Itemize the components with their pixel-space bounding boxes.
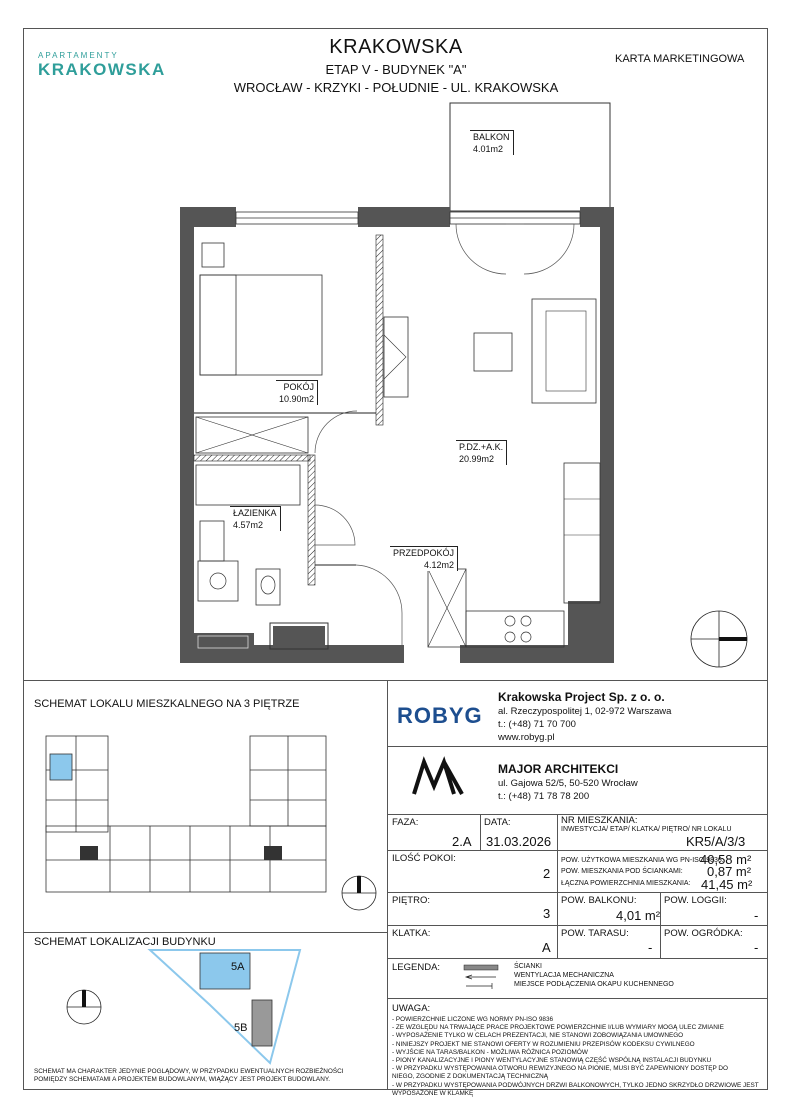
floor-plan (170, 95, 640, 675)
developer-name: Krakowska Project Sp. z o. o. (498, 690, 665, 704)
note-line: - POWIERZCHNIE LICZONE WG NORMY PN-ISO 9836 (392, 1016, 554, 1023)
note-line: - WYJŚCIE NA TARAS/BALKON - MOŻLIWA RÓŻNICA POZIOMÓW (392, 1048, 588, 1056)
notes-list (392, 1016, 762, 1098)
klatka-value: A (542, 940, 551, 955)
legend-symbols (462, 963, 502, 993)
balkon-value: 4,01 m² (616, 908, 661, 923)
note-line: WYPOSAŻONE W KLAMKĘ (392, 1089, 474, 1097)
note-line: - ZE WZGLĘDU NA TRWAJĄCE PRACE PROJEKTOWE POWIERZCHNIE I/LUB WYMIARY MOGĄ ULEC ZMIANIE (392, 1024, 724, 1032)
note-line: - WYPOSAŻENIE TYLKO W CELACH PREZENTACJI, NIE STANOWI ZOBOWIĄZANIA UMOWNEGO (392, 1032, 684, 1040)
pietro-value: 3 (543, 906, 551, 921)
building-schematic-title: SCHEMAT LOKALIZACJI BUDYNKU (34, 936, 216, 948)
note-line: - W PRZYPADKU WYSTĘPOWANIA PODWÓJNYCH DRZWI BALKONOWYCH, TYLKO JEDNO SKRZYDŁO DRZWIOWE JEST (392, 1081, 759, 1089)
robyg-logo: ROBYG (397, 703, 483, 728)
ogrodek-value: - (754, 940, 759, 955)
wall (600, 207, 614, 663)
wall (358, 207, 450, 227)
pow-laczna-label: ŁĄCZNA POWIERZCHNIA MIESZKANIA: (561, 880, 691, 887)
faza-label: FAZA: (392, 817, 419, 828)
legend-title: LEGENDA: (392, 962, 441, 973)
wall (180, 207, 194, 663)
address-line: WROCŁAW - KRZYKI - POŁUDNIE - UL. KRAKOWSKA (233, 80, 559, 95)
developer-address: al. Rzeczypospolitej 1, 02-972 Warszawa (498, 706, 672, 717)
building-5a-label: 5A (231, 961, 245, 973)
taras-value: - (648, 940, 653, 955)
note-line: - W PRZYPADKU WYSTĘPOWANIA OTWORU REWIZYJNEGO NA PIONIE, MUSI BYĆ ZAPEWNIONY DOSTĘP DO (392, 1065, 729, 1073)
floor-schematic (40, 730, 340, 900)
klatka-label: KLATKA: (392, 928, 431, 939)
wall (568, 601, 614, 663)
legend-item-partitions: ŚCIANKI (514, 963, 543, 970)
pow-skosy-label: POW. MIESZKANIA POD ŚCIANKAMI: (561, 868, 683, 875)
pow-uzytkowa-label: POW. UŻYTKOWA MIESZKANIA WG PN-ISO 9836: (561, 857, 724, 864)
north-arrow-icon (688, 608, 750, 670)
nr-sublabel: INWESTYCJA/ ETAP/ KLATKA/ PIĘTRO/ NR LOKALU (561, 826, 732, 833)
note-line: - PIONY KANALIZACYJNE I PIONY WENTYLACYJNE STANOWIĄ CZĘŚĆ WSPÓLNĄ INSTALACJI BUDYNKU (392, 1057, 712, 1065)
logo-small-text: APARTAMENTY (38, 51, 119, 60)
faza-value: 2.A (452, 834, 472, 849)
architect-name: MAJOR ARCHITEKCI (498, 762, 619, 776)
developer-phone: t.: (+48) 71 70 700 (498, 719, 576, 730)
loggia-label: POW. LOGGII: (664, 895, 727, 906)
legend-item-hood: MIEJSCE PODŁĄCZENIA OKAPU KUCHENNEGO (514, 981, 674, 988)
pokoi-label: ILOŚĆ POKOI: (392, 853, 456, 864)
disclaimer: SCHEMAT MA CHARAKTER JEDYNIE POGLĄDOWY, W PRZYPADKU EWENTUALNYCH ROZBIEŻNOŚCI POMIĘDZY SCHEMATAMI A PROJEKTEM BUDOWLANYM, WIĄŻĄCY JEST PROJEKT BUDOWLANY. (34, 1068, 344, 1084)
balcony-outline (450, 103, 610, 211)
data-label: DATA: (484, 817, 511, 828)
room-label-przedpokoj: PRZEDPOKÓJ 4.12m2 (390, 546, 458, 571)
partition-wall-icon (464, 965, 498, 970)
logo-big-text: KRAKOWSKA (38, 60, 166, 79)
legend-item-ventilation: WENTYLACJA MECHANICZNA (514, 972, 614, 979)
developer-web[interactable]: www.robyg.pl (498, 732, 555, 743)
nr-label: NR MIESZKANIA: (561, 815, 638, 826)
note-line: - NINIEJSZY PROJEKT NIE STANOWI OFERTY W ROZUMIENIU PRZEPISÓW KODEKSU CYWILNEGO (392, 1040, 695, 1048)
pow-uzytkowa-value: 40,58 m² (700, 852, 752, 867)
major-architekci-logo-icon (410, 756, 466, 798)
room-label-pokoj: POKÓJ 10.90m2 (276, 380, 318, 405)
data-value: 31.03.2026 (486, 834, 552, 849)
floor-schematic-title: SCHEMAT LOKALU MIESZKALNEGO NA 3 PIĘTRZE (34, 698, 300, 710)
taras-label: POW. TARASU: (561, 928, 629, 939)
nr-value: KR5/A/3/3 (686, 834, 746, 849)
balkon-label: POW. BALKONU: (561, 895, 637, 906)
note-line: NIEGO, ZGODNIE Z DOKUMENTACJĄ TECHNICZNĄ (392, 1073, 548, 1081)
ogrodek-label: POW. OGRÓDKA: (664, 928, 743, 939)
apartment-highlight (50, 754, 72, 780)
ventilation-icon (466, 975, 496, 979)
room-label-balkon: BALKON 4.01m2 (470, 130, 514, 155)
pow-laczna-value: 41,45 m² (701, 877, 753, 892)
architect-address: ul. Gajowa 52/5, 50-520 Wrocław (498, 778, 638, 789)
loggia-value: - (754, 908, 759, 923)
pokoi-value: 2 (543, 866, 551, 881)
hood-connection-icon (466, 983, 492, 989)
pow-skosy-value: 0,87 m² (707, 864, 752, 879)
pietro-label: PIĘTRO: (392, 895, 431, 906)
card-type: KARTA MARKETINGOWA (615, 53, 745, 65)
north-arrow-small-icon (340, 874, 378, 912)
notes-title: UWAGA: (392, 1003, 431, 1014)
building-schematic (60, 945, 340, 1070)
architect-phone: t.: (+48) 71 78 78 200 (498, 791, 590, 802)
stage-line: ETAP V - BUDYNEK "A" (325, 62, 467, 77)
room-label-lazienka: ŁAZIENKA 4.57m2 (230, 506, 281, 531)
page-title: KRAKOWSKA (329, 36, 463, 58)
building-5b-label: 5B (234, 1022, 248, 1034)
room-label-dzienny: P.DZ.+A.K. 20.99m2 (456, 440, 507, 465)
